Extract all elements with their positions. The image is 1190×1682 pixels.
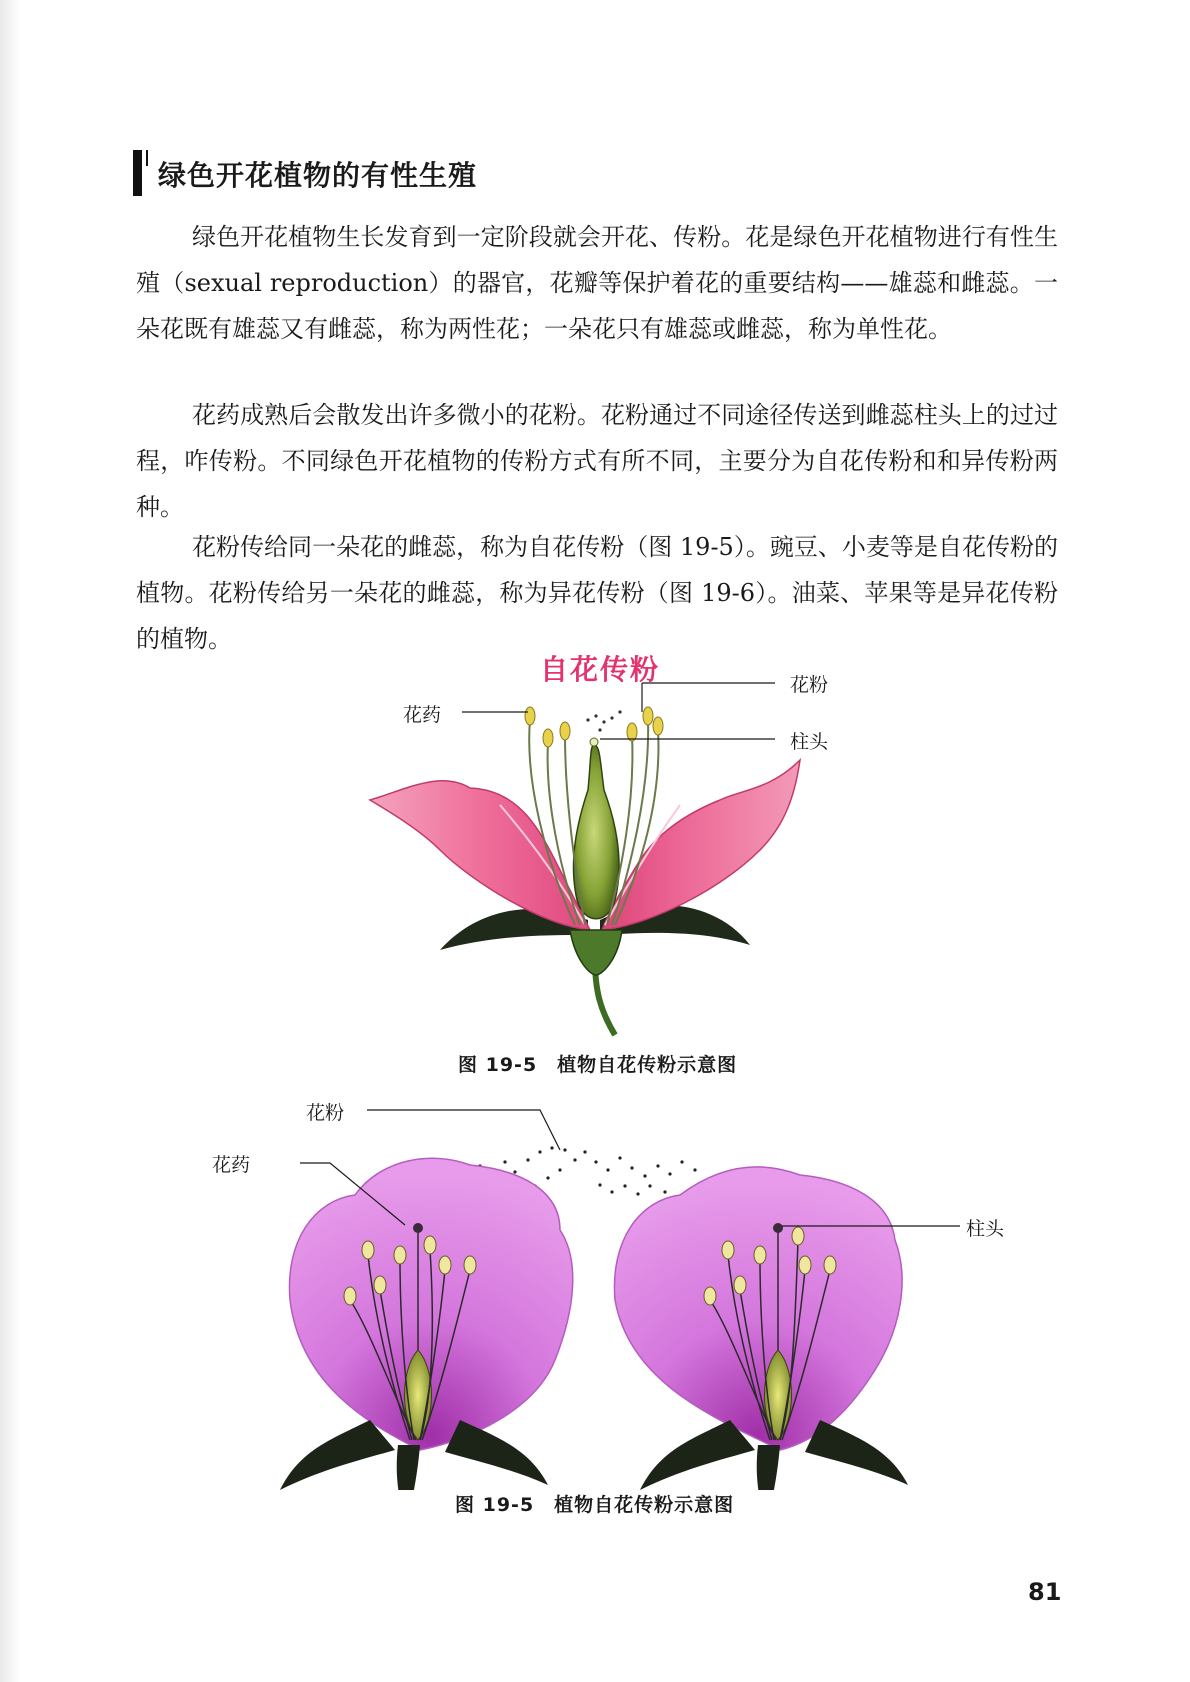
figure2-right-petal bbox=[614, 1167, 902, 1450]
section-title: 绿色开花植物的有性生殖 bbox=[158, 159, 478, 192]
figure1-petal-left bbox=[370, 781, 590, 930]
figure1-label-stigma: 柱头 bbox=[790, 731, 829, 753]
paragraph-intro: 绿色开花植物生长发育到一定阶段就会开花、传粉。花是绿色开花植物进行有性生殖（sexual reproduction）的器官，花瓣等保护着花的重要结构——雄蕊和雌蕊。一朵花既有雄蕊又有雌蕊，称为两性花；一朵花只有雄蕊或雌蕊，称为单性花。 bbox=[136, 223, 1058, 343]
figure1-illustration bbox=[0, 650, 1190, 1040]
figure1-caption: 图 19-5 植物自花传粉示意图 bbox=[458, 1054, 738, 1076]
page-number: 81 bbox=[1028, 1578, 1062, 1606]
figure2-label-pollen: 花粉 bbox=[306, 1102, 345, 1124]
figure1-title: 自花传粉 bbox=[540, 653, 661, 686]
figure2-illustration bbox=[0, 1090, 1190, 1490]
figure1-anther bbox=[525, 707, 535, 725]
figure2-label-anther: 花药 bbox=[212, 1154, 251, 1176]
figure2-label-stigma: 柱头 bbox=[966, 1218, 1005, 1240]
paragraph-self-cross: 花粉传给同一朵花的雌蕊，称为自花传粉（图 19-5）。豌豆、小麦等是自花传粉的植物。花粉传给另一朵花的雌蕊，称为异花传粉（图 19-6）。油菜、苹果等是异花传粉的植物。 bbox=[136, 533, 1058, 653]
figure1-label-anther: 花药 bbox=[403, 704, 442, 726]
figure2-caption: 图 19-5 植物自花传粉示意图 bbox=[455, 1494, 735, 1516]
paragraph-pollination: 花药成熟后会散发出许多微小的花粉。花粉通过不同途径传送到雌蕊柱头上的过过程，咋传粉。不同绿色开花植物的传粉方式有所不同，主要分为自花传粉和和异传粉两种。 bbox=[136, 401, 1058, 521]
figure2-left-anther bbox=[362, 1241, 374, 1259]
figure1-stigma bbox=[590, 738, 598, 746]
figure2-right-stigma bbox=[773, 1223, 783, 1233]
figure1-label-pollen: 花粉 bbox=[790, 674, 829, 696]
heading-marker-bar bbox=[133, 150, 142, 196]
heading-marker-tick bbox=[146, 150, 148, 166]
